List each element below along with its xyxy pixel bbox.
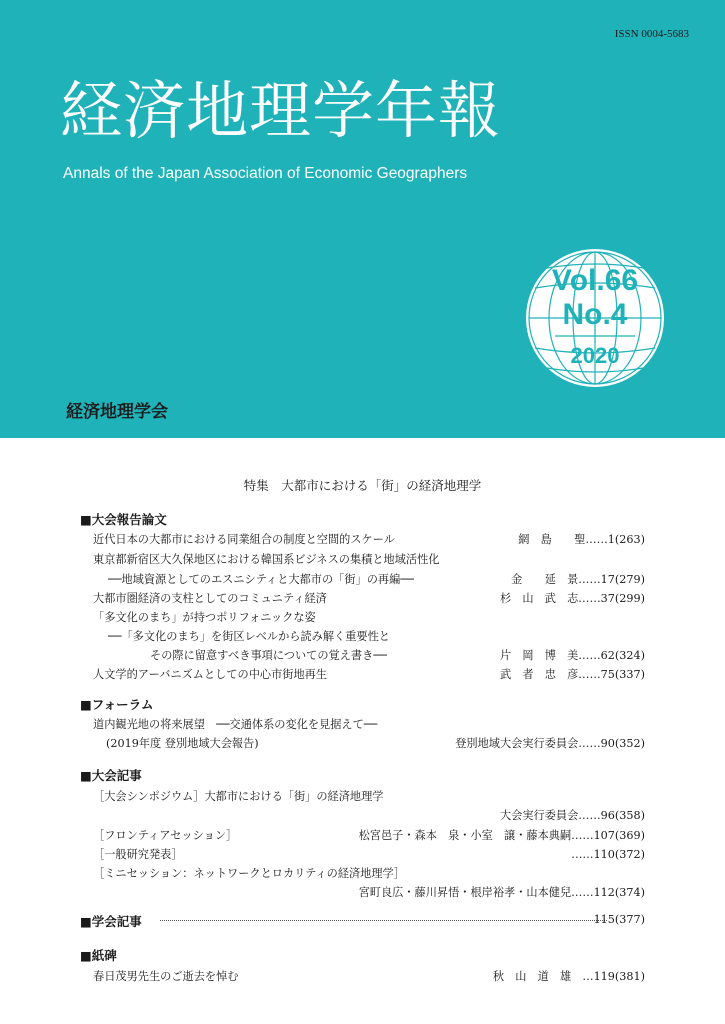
entry-author: 松宮邑子・森本 泉・小室 譲・藤本典嗣……	[358, 829, 594, 842]
entry-author: 金 延 景……	[511, 573, 601, 586]
section-conference-record: ■大会記事	[80, 768, 142, 783]
publisher-name: 経済地理学会	[66, 402, 168, 422]
toc-entry: ［ミニセッション：ネットワークとロカリティの経済地理学］	[93, 867, 405, 880]
section-society-record: ■学会記事	[80, 914, 142, 929]
entry-author: 宮町良広・藤川昇悟・根岸裕孝・山本健兒……	[358, 886, 594, 899]
entry-page: 115(377)	[593, 913, 645, 926]
entry-page: 90(352)	[600, 737, 645, 750]
entry-author: ……	[571, 848, 594, 861]
toc-entry: 東京都新宿区大久保地区における韓国系ビジネスの集積と地域活性化	[93, 553, 440, 566]
issn: ISSN 0004-5683	[614, 28, 689, 40]
toc-entry: 大都市圏経済の支柱としてのコミュニティ経済	[93, 592, 327, 605]
entry-author: 片 岡 博 美……	[499, 649, 601, 662]
entry-page: 110(372)	[593, 848, 645, 861]
entry-page: 119(381)	[593, 970, 645, 983]
entry-author: 大会実行委員会……	[499, 809, 601, 822]
entry-page: 37(299)	[600, 592, 645, 605]
entry-page: 75(337)	[600, 668, 645, 681]
toc-entry: 「多文化のまち」が持つポリフォニックな姿	[93, 611, 316, 624]
entry-page: 107(369)	[593, 829, 645, 842]
toc-entry: ［フロンティアセッション］	[93, 829, 238, 842]
entry-author: 網 島 聖……	[518, 533, 608, 546]
table-of-contents	[0, 438, 725, 1024]
toc-entry-meta	[511, 574, 645, 585]
cover-header	[0, 0, 725, 438]
toc-entry-sub: (2019年度 登別地域大会報告)	[106, 737, 259, 750]
entry-page: 112(374)	[593, 886, 645, 899]
toc-entry: 道内観光地の将来展望 ──交通体系の変化を見据えて──	[93, 718, 378, 731]
toc-entry-meta	[359, 830, 645, 841]
toc-entry-meta	[455, 738, 645, 749]
feature-title: 特集 大都市における「街」の経済地理学	[243, 478, 482, 493]
volume-label: Vol.66	[551, 264, 639, 297]
section-obituary: ■紙碑	[80, 948, 117, 963]
journal-subtitle: Annals of the Japan Association of Economic Geographers	[63, 165, 468, 182]
entry-page: 1(263)	[607, 533, 645, 546]
toc-entry: 人文学的アーバニズムとしての中心市街地再生	[93, 668, 328, 681]
entry-author: 秋 山 道 雄 …	[492, 970, 594, 983]
toc-entry: 春日茂男先生のご逝去を悼む	[93, 970, 239, 983]
toc-entry-meta	[500, 593, 645, 604]
globe-icon	[525, 248, 665, 388]
journal-title: 経済地理学年報	[60, 74, 502, 147]
toc-entry-meta	[500, 669, 645, 680]
toc-entry-meta	[571, 849, 645, 860]
entry-author: 登別地域大会実行委員会……	[455, 737, 601, 750]
entry-page: 17(279)	[600, 573, 645, 586]
toc-entry-sub: ──「多文化のまち」を街区レベルから読み解く重要性と	[108, 630, 390, 643]
entry-page: 62(324)	[600, 649, 645, 662]
toc-entry-sub: その際に留意すべき事項についての覚え書き──	[150, 649, 387, 662]
toc-entry-meta	[500, 650, 645, 661]
year-label: 2020	[570, 343, 620, 368]
section-conference-papers: ■大会報告論文	[80, 512, 167, 527]
section-forum: ■フォーラム	[80, 697, 154, 712]
toc-entry: ［一般研究発表］	[93, 848, 183, 861]
toc-entry-meta	[359, 887, 645, 898]
toc-entry-meta	[500, 810, 645, 821]
number-label: No.4	[562, 298, 628, 331]
entry-author: 武 者 忠 彦……	[499, 668, 601, 681]
toc-entry-meta	[493, 971, 645, 982]
toc-entry-meta	[518, 534, 645, 545]
toc-entry-sub: ──地域資源としてのエスニシティと大都市の「街」の再編──	[108, 573, 414, 586]
entry-page: 96(358)	[600, 809, 645, 822]
leader-dots	[160, 920, 607, 921]
toc-entry: ［大会シンポジウム］大都市における「街」の経済地理学	[93, 790, 384, 803]
entry-author: 杉 山 武 志……	[499, 592, 601, 605]
toc-entry: 近代日本の大都市における同業組合の制度と空間的スケール	[93, 533, 395, 546]
